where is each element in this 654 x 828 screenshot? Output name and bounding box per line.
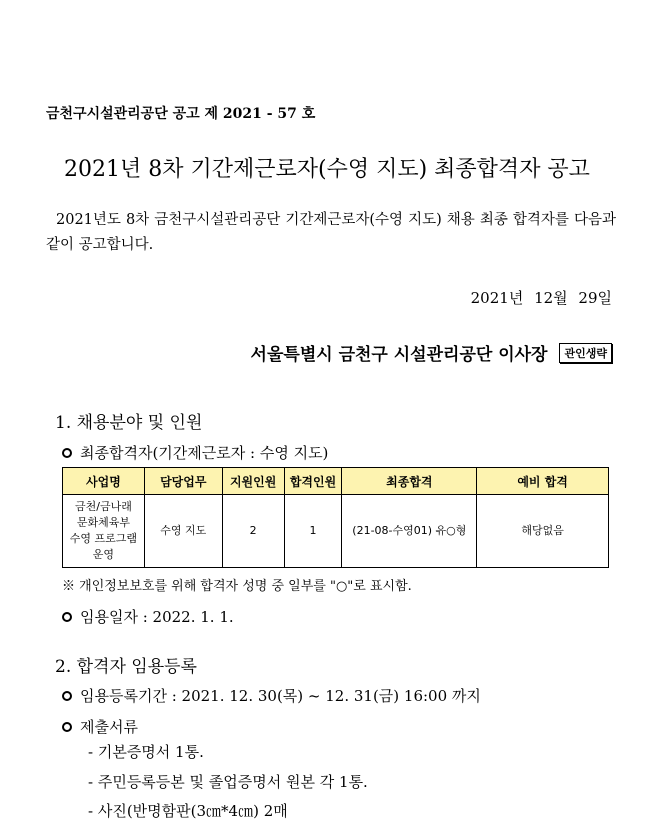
document-item: - 기본증명서 1통. bbox=[88, 743, 204, 761]
page-title: 2021년 8차 기간제근로자(수영 지도) 최종합격자 공고 bbox=[64, 157, 590, 182]
final-pass-bullet bbox=[62, 442, 328, 463]
col-header-business: 사업명 bbox=[63, 468, 145, 495]
col-header-passed: 합격인원 bbox=[284, 468, 342, 495]
documents-title: 제출서류 bbox=[80, 718, 138, 736]
col-header-reserve: 예비 합격 bbox=[477, 468, 609, 495]
registration-period-bullet bbox=[62, 685, 481, 706]
cell-reserve: 해당없음 bbox=[477, 495, 609, 568]
cell-duty: 수영 지도 bbox=[144, 495, 222, 568]
circle-bullet-icon bbox=[62, 722, 72, 732]
document-item: - 사진(반명함판(3㎝*4㎝) 2매 bbox=[88, 802, 288, 820]
table-header-row bbox=[63, 468, 609, 495]
issuer-name: 서울특별시 금천구 시설관리공단 이사장 bbox=[250, 345, 548, 365]
section-1-title: 1. 채용분야 및 인원 bbox=[55, 413, 203, 433]
appointment-date-text: 임용일자 : 2022. 1. 1. bbox=[80, 608, 234, 626]
final-pass-label: 최종합격자(기간제근로자 : 수영 지도) bbox=[80, 444, 329, 462]
appointment-date-bullet bbox=[62, 606, 234, 627]
official-seal-omitted-stamp: 관인생략 bbox=[559, 343, 612, 363]
circle-bullet-icon bbox=[62, 448, 72, 458]
notice-date: 2021년 12월 29일 bbox=[470, 289, 612, 307]
result-table bbox=[62, 467, 609, 568]
documents-bullet bbox=[62, 716, 138, 737]
section-2-title: 2. 합격자 임용등록 bbox=[55, 657, 197, 677]
col-header-applicants: 지원인원 bbox=[222, 468, 284, 495]
circle-bullet-icon bbox=[62, 612, 72, 622]
cell-applicants: 2 bbox=[222, 495, 284, 568]
cell-final: (21-08-수영01) 유○형 bbox=[342, 495, 477, 568]
issuer-line bbox=[251, 340, 612, 365]
notice-number: 금천구시설관리공단 공고 제 2021 - 57 호 bbox=[46, 106, 316, 122]
intro-paragraph: 2021년도 8차 금천구시설관리공단 기간제근로자(수영 지도) 채용 최종 합격자를 다음과 같이 공고합니다. bbox=[46, 212, 616, 253]
cell-passed: 1 bbox=[284, 495, 342, 568]
col-header-duty: 담당업무 bbox=[144, 468, 222, 495]
cell-business: 금천/금나래 문화체육부 수영 프로그램 운영 bbox=[63, 495, 145, 568]
privacy-note: ※ 개인정보보호를 위해 합격자 성명 중 일부를 "○"로 표시함. bbox=[62, 579, 412, 594]
document-item: - 주민등록등본 및 졸업증명서 원본 각 1통. bbox=[88, 773, 368, 791]
col-header-final: 최종합격 bbox=[342, 468, 477, 495]
registration-period-text: 임용등록기간 : 2021. 12. 30(목) ~ 12. 31(금) 16:00 까지 bbox=[80, 687, 481, 705]
circle-bullet-icon bbox=[62, 691, 72, 701]
table-row bbox=[63, 495, 609, 568]
